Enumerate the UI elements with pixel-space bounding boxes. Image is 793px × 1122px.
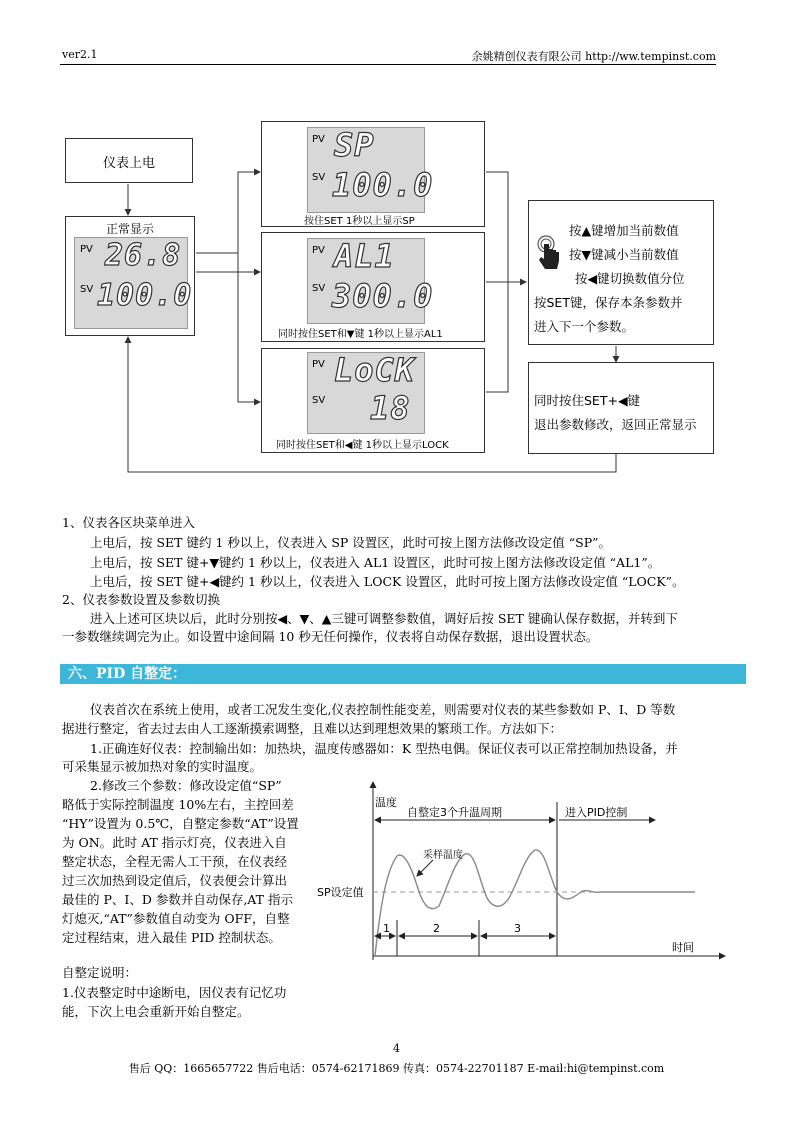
s1-line-1: 上电后，按 SET 键约 1 秒以上，仪表进入 SP 设置区，此时可按上图方法修改设定值 “SP”。 xyxy=(90,535,612,550)
phase2-label: 进入PID控制 xyxy=(565,806,628,819)
p3-line-6: 过三次加热到设定值后，仪表便会计算出 xyxy=(62,873,288,888)
s1-title: 1、仪表各区块菜单进入 xyxy=(62,515,195,530)
normal-display-box xyxy=(65,216,195,336)
footer-contact: 售后 QQ：1665657722 售后电话：0574-62171869 传真：0574-22701187 E-mail:hi@tempinst.com xyxy=(128,1062,665,1075)
sp-lcd xyxy=(307,126,434,213)
autotune-chart xyxy=(315,780,735,960)
p1-line-1: 仪表首次在系统上使用，或者工况发生变化,仪表控制性能变差，则需要对仪表的某些参数如 P、I、D 等数 xyxy=(90,702,676,717)
s2-title: 2、仪表参数设置及参数切换 xyxy=(62,592,220,607)
p3-line-4: 为 ON。此时 AT 指示灯亮，仪表进入自 xyxy=(62,835,287,850)
exit-line-1: 同时按住SET+◀键 xyxy=(534,393,641,408)
power-on-box xyxy=(65,138,193,183)
sp-sv-value: 100.0 xyxy=(332,166,434,204)
period-2-label: 2 xyxy=(433,922,440,935)
instructions-box xyxy=(528,200,714,345)
al1-sv-value: 300.0 xyxy=(332,277,434,315)
exit-box xyxy=(528,362,714,454)
al1-panel xyxy=(261,232,485,342)
hand-press-icon xyxy=(535,235,565,274)
setpoint-label: SP设定值 xyxy=(317,886,364,899)
p1-line-2: 据进行整定，省去过去由人工逐渐摸索调整，且难以达到理想效果的繁琐工作。方法如下： xyxy=(62,721,563,736)
note-line-2: 能，下次上电会重新开始自整定。 xyxy=(62,1004,250,1019)
instr-line-1: 按▲键增加当前数值 xyxy=(569,223,679,238)
company-header: 余姚精创仪表有限公司 http://ww.tempinst.com xyxy=(471,50,716,63)
period-3-label: 3 xyxy=(514,922,521,935)
normal-pv-value: 26.8 xyxy=(105,238,182,273)
p3-line-5: 整定状态，全程无需人工干预，在仪表经 xyxy=(62,854,288,869)
note-title: 自整定说明： xyxy=(62,965,138,980)
s1-line-2: 上电后，按 SET 键+▼键约 1 秒以上，仪表进入 AL1 设置区，此时可按上图方法修改设定值 “AL1”。 xyxy=(90,555,661,570)
sp-caption: 按住SET 1秒以上显示SP xyxy=(304,216,415,227)
lock-pv-value: LoCK xyxy=(334,351,416,389)
p3-line-1: 2.修改三个参数：修改设定值“SP” xyxy=(90,778,282,793)
page-number: 4 xyxy=(393,1042,400,1055)
al1-caption: 同时按住SET和▼键 1秒以上显示AL1 xyxy=(278,329,443,340)
x-axis-label: 时间 xyxy=(672,941,694,954)
sv-label: SV xyxy=(312,172,326,183)
al1-pv-value: AL1 xyxy=(334,237,395,275)
pv-label: PV xyxy=(312,359,325,370)
sp-pv-value: SP xyxy=(334,126,375,164)
instr-line-3: 按◀键切换数值分位 xyxy=(575,271,685,286)
p3-line-9: 定过程结束，进入最佳 PID 控制状态。 xyxy=(62,930,281,945)
normal-lcd xyxy=(74,237,193,329)
normal-display-label: 正常显示 xyxy=(106,222,155,236)
lock-sv-value: 18 xyxy=(370,389,411,427)
sv-label: SV xyxy=(312,395,326,406)
note-line-1: 1.仪表整定时中途断电，因仪表有记忆功 xyxy=(62,985,287,1000)
instr-line-4: 按SET键，保存本条参数并 xyxy=(534,295,683,310)
doc-version: ver2.1 xyxy=(62,48,98,61)
p3-line-3: “HY”设置为 0.5℃，自整定参数“AT”设置 xyxy=(62,816,299,831)
s1-line-3: 上电后，按 SET 键+◀键约 1 秒以上，仪表进入 LOCK 设置区，此时可按上图方法修改设定值 “LOCK”。 xyxy=(90,574,685,589)
exit-line-2: 退出参数修改，返回正常显示 xyxy=(534,417,697,432)
s2-line-2: 一参数继续调完为止。如设置中途间隔 10 秒无任何操作，仪表将自动保存数据，退出设置状态。 xyxy=(62,629,599,644)
p2-line-1: 1.正确连好仪表：控制输出如：加热块，温度传感器如：K 型热电偶。保证仪表可以正常控制加热设备，并 xyxy=(90,741,678,756)
sample-label: 采样温度 xyxy=(423,850,463,861)
power-on-label: 仪表上电 xyxy=(102,156,155,171)
section-title: 六、PID 自整定： xyxy=(68,666,187,682)
sample-pointer xyxy=(417,860,433,876)
s2-line-1: 进入上述可区块以后，此时分别按◀、▼、▲三键可调整参数值，调好后按 SET 键确认保存数据，并转到下 xyxy=(90,611,678,626)
sv-label: SV xyxy=(80,284,94,295)
instr-line-5: 进入下一个参数。 xyxy=(534,319,635,334)
lock-lcd xyxy=(307,352,425,434)
instr-line-2: 按▼键减小当前数值 xyxy=(569,247,679,262)
y-axis-label: 温度 xyxy=(375,796,397,809)
temperature-curve xyxy=(375,850,695,956)
sv-label: SV xyxy=(312,283,326,294)
lock-panel xyxy=(261,348,485,453)
pv-label: PV xyxy=(312,245,325,256)
section-header xyxy=(60,664,746,684)
period-1-label: 1 xyxy=(383,922,390,935)
sp-panel xyxy=(261,121,485,227)
phase1-label: 自整定3个升温周期 xyxy=(407,806,502,819)
p3-line-8: 灯熄灭,“AT”参数值自动变为 OFF，自整 xyxy=(62,911,290,926)
p2-line-2: 可采集显示被加热对象的实时温度。 xyxy=(62,759,263,774)
p3-line-7: 最佳的 P、I、D 参数并自动保存,AT 指示 xyxy=(62,892,293,907)
normal-sv-value: 100.0 xyxy=(97,278,193,313)
p3-line-2: 略低于实际控制温度 10%左右，主控回差 xyxy=(62,797,294,812)
pv-label: PV xyxy=(80,244,93,255)
al1-lcd xyxy=(307,237,434,324)
lock-caption: 同时按住SET和◀键 1秒以上显示LOCK xyxy=(276,440,449,451)
pv-label: PV xyxy=(312,134,325,145)
